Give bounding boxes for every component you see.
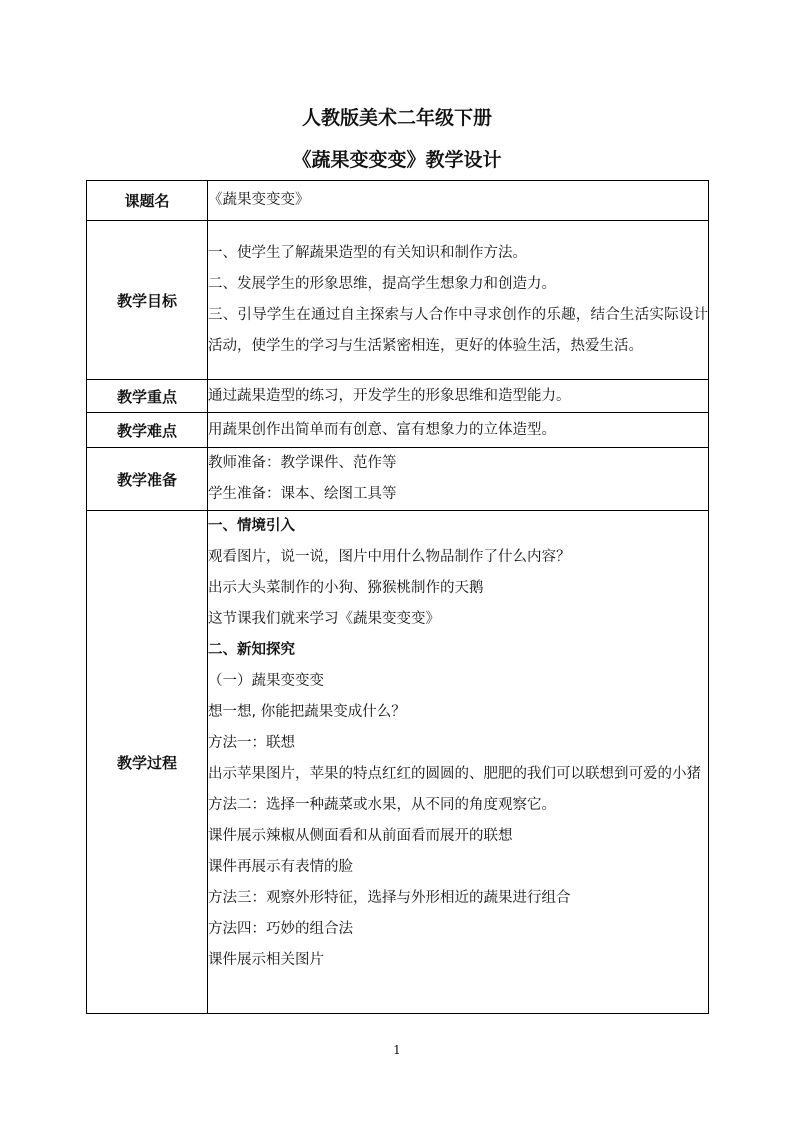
content-line: 方法四：巧妙的组合法: [208, 921, 353, 937]
section-heading: 二、新知探究: [208, 642, 295, 658]
row-content-topic: [208, 181, 709, 221]
content-line: 想一想, 你能把蔬果变成什么？: [208, 704, 406, 720]
row-content-difficulties: [208, 413, 709, 448]
content-line: （一）蔬果变变变: [208, 673, 324, 689]
table-row-difficulties: [87, 413, 709, 448]
row-content-objectives: [208, 221, 709, 380]
content-line: 出示大头菜制作的小狗、猕猴桃制作的天鹅: [208, 580, 484, 596]
content-line: 通过蔬果造型的练习，开发学生的形象思维和造型能力。: [208, 387, 571, 404]
content-line: 方法二：选择一种蔬菜或水果，从不同的角度观察它。: [208, 797, 556, 813]
section-heading: 一、情境引入: [208, 518, 295, 534]
row-label-preparation: 教学准备: [87, 448, 208, 511]
row-content-process: [208, 511, 709, 1014]
table-row-key-points: [87, 380, 709, 413]
content-line: 《蔬果变变变》: [208, 192, 310, 208]
content-line: 方法三：观察外形特征，选择与外形相近的蔬果进行组合: [208, 890, 571, 906]
table-row-objectives: [87, 221, 709, 380]
row-label-objectives: 教学目标: [87, 221, 208, 380]
row-label-process: 教学过程: [87, 511, 208, 1014]
content-paragraph: 出示苹果图片，苹果的特点红红的圆圆的、肥肥的我们可以联想到可爱的小猪: [208, 766, 701, 782]
content-line: 一、使学生了解蔬果造型的有关知识和制作方法。: [208, 245, 527, 261]
content-line: 课件展示辣椒从侧面看和从前面看而展开的联想: [208, 828, 513, 844]
row-label-topic: 课题名: [87, 181, 208, 221]
row-content-preparation: [208, 448, 709, 511]
content-paragraph: 三、引导学生在通过自主探索与人合作中寻求创作的乐趣，结合生活实际设计活动，使学生的学习与生活紧密相连，更好的体验生活，热爱生活。: [208, 307, 708, 354]
row-label-key-points: 教学重点: [87, 380, 208, 413]
table-row-process: [87, 511, 709, 1014]
content-line: 课件展示相关图片: [208, 952, 324, 968]
content-line: 用蔬果创作出简单而有创意、富有想象力的立体造型。: [208, 421, 556, 438]
content-line: 观看图片，说一说，图片中用什么物品制作了什么内容？: [208, 549, 571, 565]
content-line: 学生准备：课本、绘图工具等: [208, 486, 397, 502]
document-subtitle: 《蔬果变变变》教学设计: [292, 149, 502, 171]
content-line: 教师准备：教学课件、范作等: [208, 455, 397, 471]
document-title: 人教版美术二年级下册: [301, 107, 492, 129]
page-number: 1: [393, 1043, 401, 1057]
content-line: 二、发展学生的形象思维，提高学生想象力和创造力。: [208, 276, 556, 292]
row-label-difficulties: 教学难点: [87, 413, 208, 448]
table-row-topic: [87, 181, 709, 221]
table-row-preparation: [87, 448, 709, 511]
content-line: 方法一：联想: [208, 735, 295, 751]
content-line: 这节课我们就来学习《蔬果变变变》: [208, 611, 440, 627]
content-line: 课件再展示有表情的脸: [208, 859, 353, 875]
row-content-key-points: [208, 380, 709, 413]
lesson-plan-table: [86, 180, 709, 1014]
